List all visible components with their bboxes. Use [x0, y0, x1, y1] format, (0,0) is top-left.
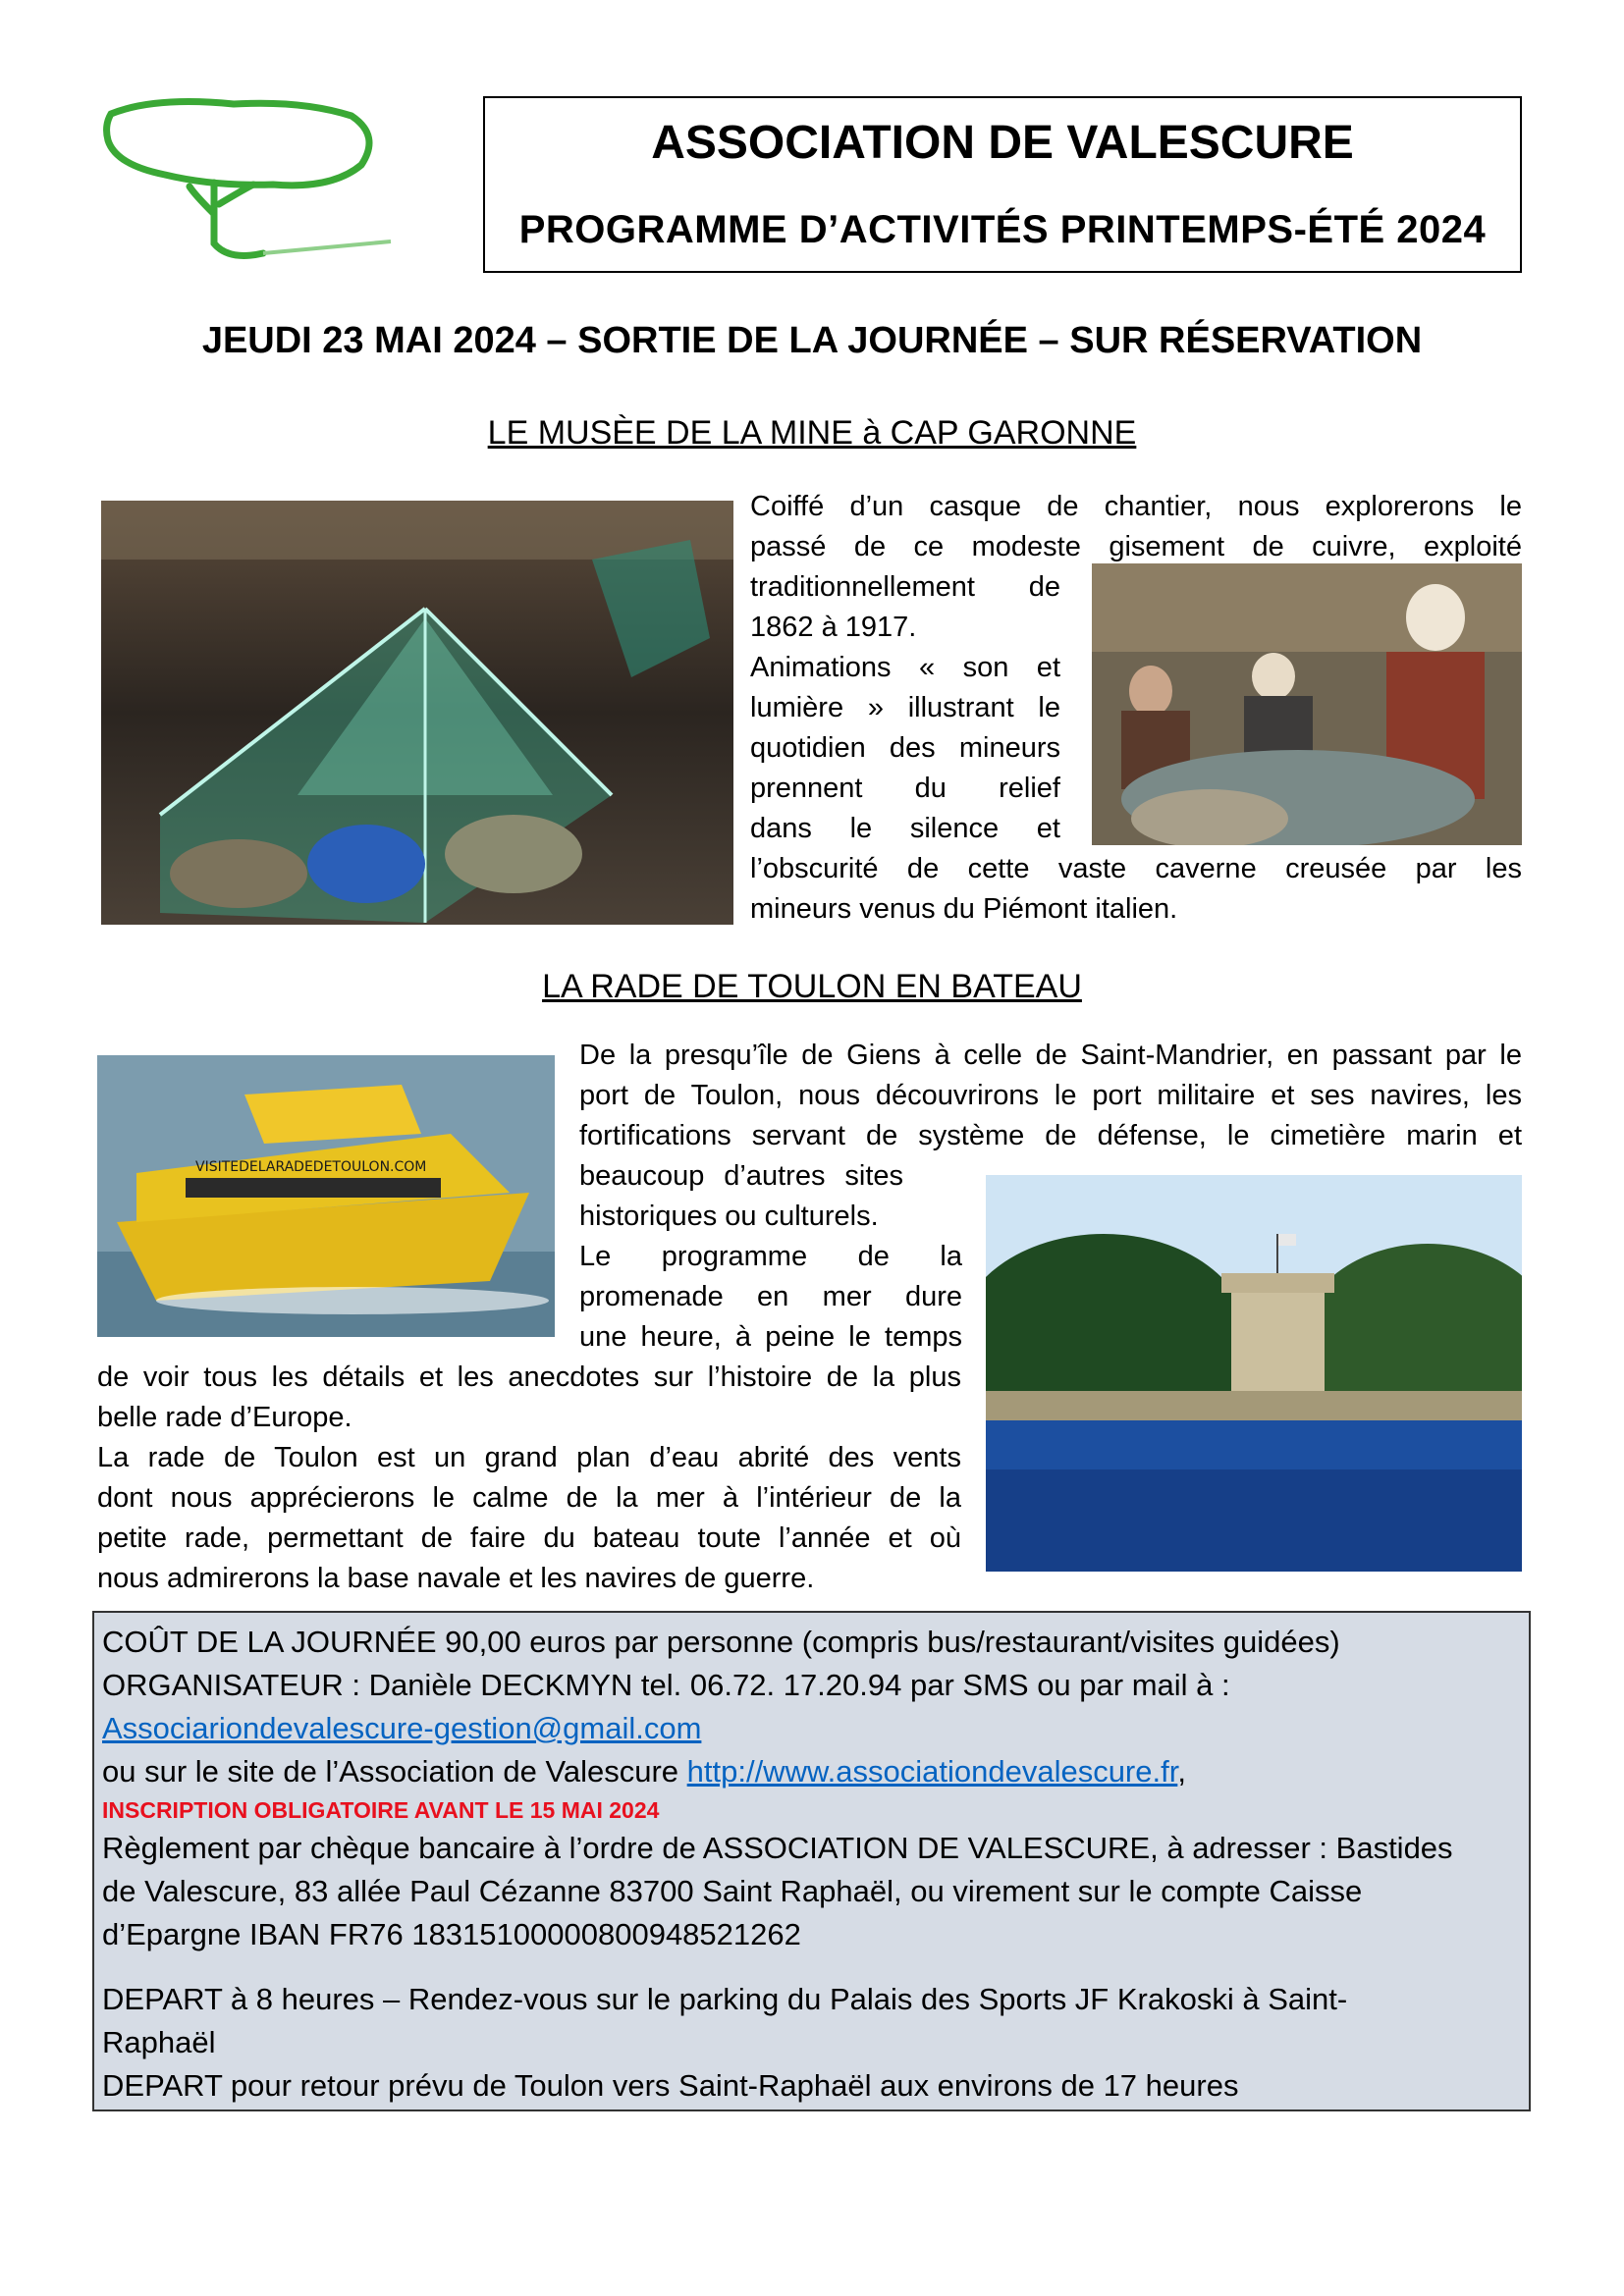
- toulon-paragraph-top: [579, 1036, 1522, 1358]
- payment-line-2: de Valescure, 83 allée Paul Cézanne 83700 Saint Raphaël, ou virement sur le compte Caisse: [102, 1874, 1363, 1908]
- museum-paragraph: [750, 487, 1522, 930]
- mine-museum-photo: [101, 501, 733, 925]
- header-subtitle: PROGRAMME D’ACTIVITÉS PRINTEMPS-ÉTÉ 2024: [518, 208, 1487, 251]
- text-line: belle rade d’Europe.: [97, 1402, 352, 1433]
- text-line: beaucoup d’autres sites: [579, 1160, 903, 1192]
- text-line: nous admirerons la base navale et les navires de guerre.: [97, 1563, 815, 1594]
- text-line: Coiffé d’un casque de chantier, nous explorerons le: [750, 491, 1522, 522]
- event-title: JEUDI 23 MAI 2024 – SORTIE DE LA JOURNÉE – SUR RÉSERVATION: [201, 320, 1423, 361]
- text-line: La rade de Toulon est un grand plan d’eau abrité des vents: [97, 1442, 961, 1473]
- association-logo: [96, 96, 489, 273]
- text-line: mineurs venus du Piémont italien.: [750, 893, 1178, 925]
- text-line: port de Toulon, nous découvrirons le port militaire et ses navires, les: [579, 1080, 1522, 1111]
- text-line: dont nous apprécierons le calme de la mer à l’intérieur de la: [97, 1482, 961, 1514]
- website-line: [102, 1750, 1521, 1793]
- text-line: De la presqu’île de Giens à celle de Saint-Mandrier, en passant par le: [579, 1040, 1522, 1071]
- text-line: passé de ce modeste gisement de cuivre, exploité: [750, 531, 1522, 562]
- text-line: petite rade, permettant de faire du bateau toute l’année et où: [97, 1522, 961, 1554]
- text-line: 1862 à 1917.: [750, 612, 917, 643]
- organizer-line: ORGANISATEUR : Danièle DECKMYN tel. 06.72. 17.20.94 par SMS ou par mail à :: [102, 1668, 1230, 1702]
- website-prefix: ou sur le site de l’Association de Valescure: [102, 1754, 687, 1789]
- website-suffix: ,: [1177, 1754, 1186, 1789]
- text-line: une heure, à peine le temps: [579, 1321, 962, 1353]
- toulon-paragraph-bottom: [97, 1358, 961, 1599]
- text-line: prennent du relief: [750, 773, 1060, 804]
- tour-boat-photo: [97, 1055, 555, 1337]
- email-link[interactable]: Associariondevalescure-gestion@gmail.com: [102, 1711, 702, 1745]
- return-line: DEPART pour retour prévu de Toulon vers Saint-Raphaël aux environs de 17 heures: [102, 2068, 1239, 2103]
- departure-line-2: Raphaël: [102, 2025, 216, 2059]
- payment-line-1: Règlement par chèque bancaire à l’ordre de ASSOCIATION DE VALESCURE, à adresser : Bastides: [102, 1831, 1453, 1865]
- text-line: historiques ou culturels.: [579, 1201, 879, 1232]
- inscription-notice: INSCRIPTION OBLIGATOIRE AVANT LE 15 MAI 2024: [102, 1797, 660, 1823]
- boat-sign-text: VISITEDELARADEDETOULON.COM: [195, 1159, 427, 1175]
- text-line: Le programme de la: [579, 1241, 962, 1272]
- cost-line: COÛT DE LA JOURNÉE 90,00 euros par personne (compris bus/restaurant/visites guidées): [102, 1625, 1340, 1659]
- section-heading-toulon: LA RADE DE TOULON EN BATEAU: [542, 968, 1082, 1005]
- text-line: traditionnellement de: [750, 571, 1060, 603]
- section-heading-museum: LE MUSÈE DE LA MINE à CAP GARONNE: [487, 414, 1137, 452]
- website-link[interactable]: http://www.associationdevalescure.fr: [686, 1754, 1178, 1789]
- text-line: lumière » illustrant le: [750, 692, 1060, 723]
- practical-info-box: [92, 1611, 1531, 2111]
- header-title: ASSOCIATION DE VALESCURE: [651, 117, 1354, 169]
- text-line: dans le silence et: [750, 813, 1060, 844]
- departure-line-1: DEPART à 8 heures – Rendez-vous sur le parking du Palais des Sports JF Krakoski à Saint-: [102, 1982, 1348, 2016]
- text-line: quotidien des mineurs: [750, 732, 1060, 764]
- text-line: Animations « son et: [750, 652, 1060, 683]
- text-line: fortifications servant de système de défense, le cimetière marin et: [579, 1120, 1522, 1151]
- payment-line-3: d’Epargne IBAN FR76 18315100000800948521262: [102, 1917, 801, 1951]
- text-line: l’obscurité de cette vaste caverne creusée par les: [750, 853, 1522, 884]
- text-line: promenade en mer dure: [579, 1281, 962, 1312]
- header-box: [483, 96, 1522, 273]
- text-line: de voir tous les détails et les anecdotes sur l’histoire de la plus: [97, 1362, 961, 1393]
